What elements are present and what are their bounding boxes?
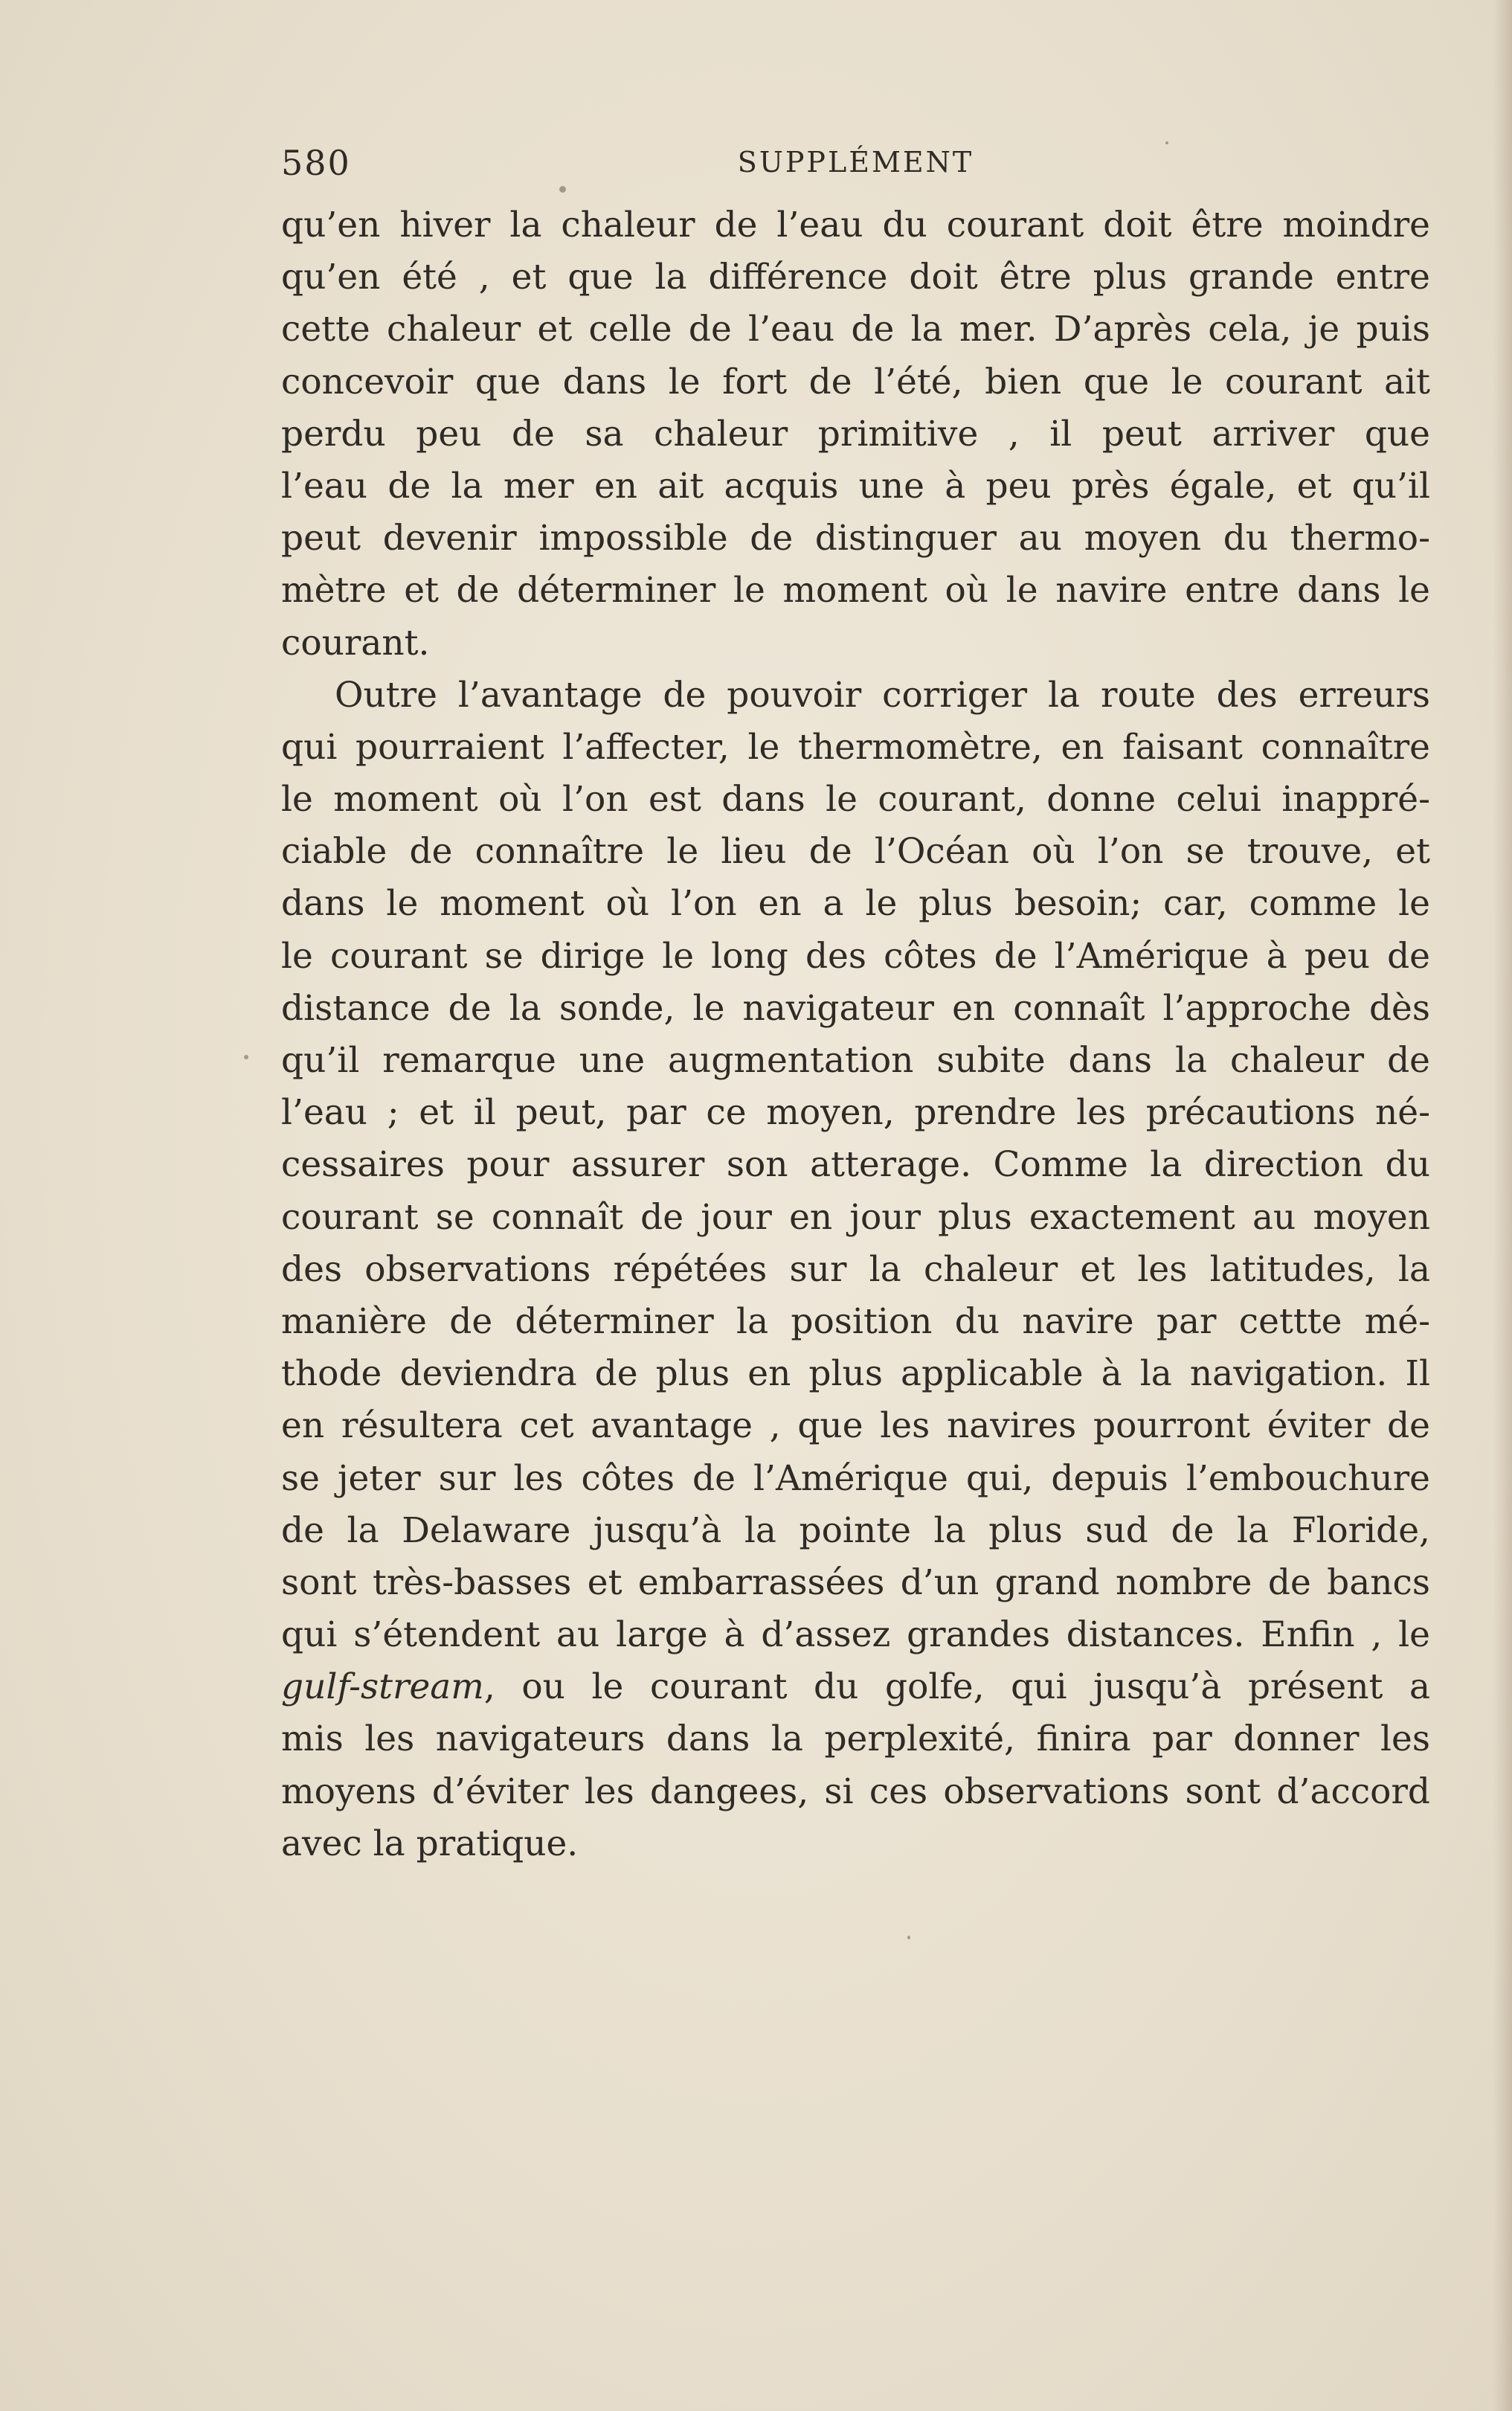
ink-speck bbox=[907, 1936, 910, 1939]
text-line: qu’en hiver la chaleur de l’eau du courant doit être moindre bbox=[281, 205, 1430, 245]
text-fragment: , ou le courant du golfe, qui jusqu’à présent a bbox=[483, 1666, 1430, 1708]
text-line: de la Delaware jusqu’à la pointe la plus sud de la Floride, bbox=[281, 1509, 1430, 1551]
text-line: concevoir que dans le fort de l’été, bien que le courant ait bbox=[281, 361, 1430, 402]
page-edge-shadow bbox=[1493, 0, 1512, 2411]
text-line: moyens d’éviter les dangees, si ces observations sont d’accord bbox=[281, 1770, 1430, 1812]
text-line: perdu peu de sa chaleur primitive , il peut arriver que bbox=[281, 413, 1430, 455]
text-line: courant. bbox=[281, 622, 430, 664]
text-line: thode deviendra de plus en plus applicable à la navigation. Il bbox=[281, 1353, 1430, 1395]
text-line: en résultera cet avantage , que les navires pourront éviter de bbox=[281, 1405, 1430, 1447]
text-line-gulf-stream bbox=[281, 1661, 1430, 1713]
text-line: sont très-basses et embarrassées d’un grand nombre de bancs bbox=[281, 1561, 1430, 1603]
text-line: cessaires pour assurer son atterage. Comme la direction du bbox=[281, 1144, 1430, 1186]
italic-term: gulf-stream bbox=[281, 1666, 484, 1708]
text-line: des observations répétées sur la chaleur et les latitudes, la bbox=[281, 1248, 1430, 1290]
running-head: SUPPLÉMENT bbox=[737, 146, 974, 179]
text-line: qui pourraient l’affecter, le thermomètre, en faisant connaître bbox=[281, 726, 1430, 768]
ink-speck bbox=[244, 1055, 248, 1059]
text-line: se jeter sur les côtes de l’Amérique qui, depuis l’embouchure bbox=[281, 1457, 1430, 1499]
text-line: ciable de connaître le lieu de l’Océan où l’on se trouve, et bbox=[281, 831, 1430, 873]
text-line: mètre et de déterminer le moment où le navire entre dans le bbox=[281, 570, 1430, 611]
text-line: l’eau de la mer en ait acquis une à peu près égale, et qu’il bbox=[281, 465, 1430, 507]
text-line: manière de déterminer la position du navire par cettte mé- bbox=[281, 1300, 1430, 1342]
text-line: qu’il remarque une augmentation subite dans la chaleur de bbox=[281, 1040, 1430, 1081]
text-line: qui s’étendent au large à d’assez grandes distances. Enfin , le bbox=[281, 1614, 1430, 1656]
page-number: 580 bbox=[281, 143, 351, 183]
text-line: mis les navigateurs dans la perplexité, finira par donner les bbox=[281, 1718, 1430, 1760]
text-line: l’eau ; et il peut, par ce moyen, prendre les précautions né- bbox=[281, 1092, 1430, 1134]
text-line: distance de la sonde, le navigateur en connaît l’approche dès bbox=[281, 987, 1430, 1029]
text-line: le courant se dirige le long des côtes de l’Amérique à peu de bbox=[281, 935, 1430, 977]
text-line: Outre l’avantage de pouvoir corriger la route des erreurs bbox=[335, 674, 1430, 716]
page-header bbox=[281, 143, 1430, 195]
text-line: le moment où l’on est dans le courant, donne celui inappré- bbox=[281, 779, 1430, 821]
text-line: peut devenir impossible de distinguer au moyen du thermo- bbox=[281, 518, 1430, 559]
text-line: dans le moment où l’on en a le plus besoin; car, comme le bbox=[281, 883, 1430, 925]
text-line: qu’en été , et que la différence doit être plus grande entre bbox=[281, 257, 1430, 298]
text-line: cette chaleur et celle de l’eau de la mer. D’après cela, je puis bbox=[281, 309, 1430, 350]
body-text bbox=[281, 199, 1430, 1870]
text-line: courant se connaît de jour en jour plus exactement au moyen bbox=[281, 1196, 1430, 1238]
text-line: avec la pratique. bbox=[281, 1823, 579, 1864]
